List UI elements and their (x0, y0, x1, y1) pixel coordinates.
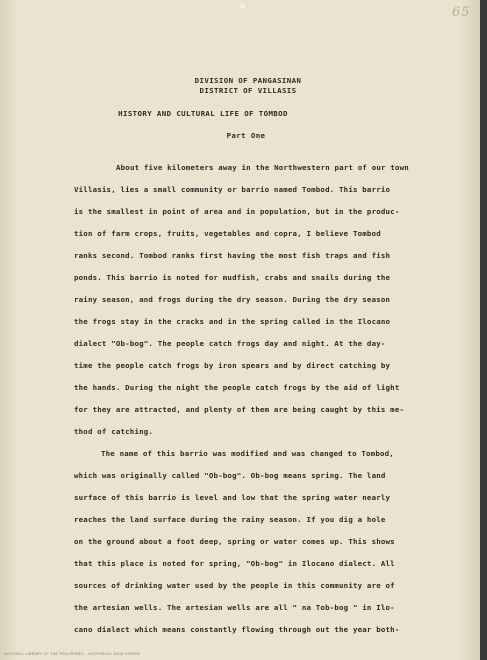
text-line: which was originally called "Ob-bog". Ob-bog means spring. The land (74, 471, 386, 480)
text-line: on the ground about a foot deep, spring or water comes up. This shows (74, 537, 395, 546)
text-line: reaches the land surface during the rainy season. If you dig a hole (74, 515, 386, 524)
text-line: the frogs stay in the cracks and in the spring called in the Ilocano (74, 317, 391, 326)
text-line: that this place is noted for spring, "Ob-bog" in Ilocano dialect. All (74, 559, 395, 568)
text-line: sources of drinking water used by the people in this community are of (74, 581, 395, 590)
text-line: time the people catch frogs by iron spears and by direct catching by (74, 361, 391, 370)
text-line: dialect "Ob-bog". The people catch frogs day and night. At the day- (74, 339, 386, 348)
division-heading: DIVISION OF PANGASINAN (194, 76, 302, 85)
text-line: the hands. During the night the people catch frogs by the aid of light (74, 383, 400, 392)
text-line: About five kilometers away in the Northwestern part of our town (116, 163, 409, 172)
text-line: tion of farm crops, fruits, vegetables and copra, I believe Tombod (74, 229, 381, 238)
text-line: surface of this barrio is level and low that the spring water nearly (74, 493, 391, 502)
text-line: Villasis, lies a small community or barrio named Tombod. This barrio (74, 185, 391, 194)
text-line: rainy season, and frogs during the dry season. During the dry season (74, 295, 391, 304)
text-line: ranks second. Tombod ranks first having the most fish traps and fish (74, 251, 391, 260)
archive-footer: NATIONAL LIBRARY OF THE PHILIPPINES - HISTORICAL DATA PAPERS (4, 652, 141, 656)
part-heading: Part One (226, 131, 266, 140)
page-number: 65 (452, 5, 471, 20)
text-line: the artesian wells. The artesian wells are all " na Tob-bog " in Ilo- (74, 603, 395, 612)
text-line: ponds. This barrio is noted for mudfish, crabs and snails during the (74, 273, 391, 282)
district-heading: DISTRICT OF VILLASIS (199, 86, 297, 95)
document-title: HISTORY AND CULTURAL LIFE OF TOMBOD (118, 109, 288, 118)
page-marker-dot (240, 4, 245, 9)
text-line: The name of this barrio was modified and was changed to Tombod, (101, 449, 394, 458)
text-line: thod of catching. (74, 427, 154, 436)
text-line: for they are attracted, and plenty of them are being caught by this me- (74, 405, 405, 414)
text-line: cano dialect which means constantly flowing through out the year both- (74, 625, 400, 634)
text-line: is the smallest in point of area and in population, but in the produc- (74, 207, 400, 216)
scan-edge (480, 0, 487, 660)
